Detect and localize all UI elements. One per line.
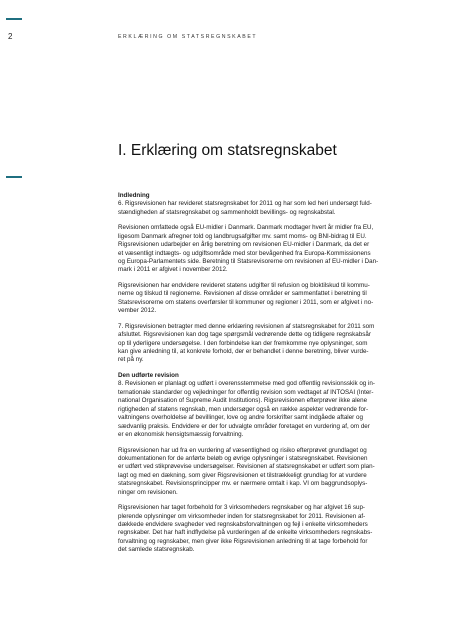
page-number: 2 — [8, 32, 13, 41]
body-content — [118, 192, 418, 562]
text-line: Statsrevisorerne om statens overførsler til kommuner og regioner i 2011, som er afgivet i no- — [118, 298, 374, 306]
text-line: Revisionen omfattede også EU-midler i Danmark. Danmark modtager hvert år midler fra EU, — [118, 224, 374, 232]
running-head: ERKLÆRING OM STATSREGNSKABET — [118, 34, 258, 40]
text-line: dækkede endvidere svagheder ved regnskabsforvaltningen og fejl i enkelte virksomheders — [118, 520, 368, 528]
text-line: Rigsrevisionen udarbejder en årlig beretning om revisionen EU-midler i Danmark, da det er — [118, 241, 370, 249]
text-line: sædvanlig praksis. Endvidere er der for udvalgte områder foretaget en vurdering af, om der — [118, 422, 370, 430]
text-line: op til yderligere undersøgelse. I den forbindelse kan der fremkomme nye oplysninger, som — [118, 339, 368, 347]
text-line: ninger om revisionen. — [118, 488, 178, 496]
text-line: 6. Rigsrevisionen har revideret statsregnskabet for 2011 og har som led heri undersøgt fuld- — [118, 200, 372, 208]
text-line: dokumentationen for de anførte beløb og øvrige oplysninger i statsregnskabet. Revisionen — [118, 454, 368, 462]
text-line: valtningens overholdelse af bevillinger, love og andre forskrifter samt indgåede aftaler og — [118, 414, 363, 422]
text-line: kan give anledning til, at konkrete forhold, der er behandlet i denne beretning, bliver vurde- — [118, 348, 369, 356]
paragraph — [118, 224, 418, 274]
text-line: Rigsrevisionen har ud fra en vurdering af væsentlighed og risiko efterprøvet grundlaget og — [118, 446, 367, 454]
text-line: afsluttet. Rigsrevisionen kan dog tage spørgsmål vedrørende dette og tidligere regnskabsår — [118, 331, 371, 339]
text-line: er udført ved stikprøvevise undersøgelser. Revisionen af statsregnskabet er udført som plan- — [118, 463, 375, 471]
text-line: 8. Revisionen er planlagt og udført i overensstemmelse med god offentlig revisionsskik og in- — [118, 380, 375, 388]
text-line: vember 2012. — [118, 307, 157, 315]
text-line: Rigsrevisionen har endvidere revideret statens udgifter til refusion og bloktilskud til kommu- — [118, 282, 370, 290]
text-line: er en økonomisk hensigtsmæssig forvaltning. — [118, 430, 244, 438]
paragraph — [118, 372, 418, 439]
text-line: det samlede statsregnskab. — [118, 546, 195, 554]
text-line: statsregnskabet. Revisionsprincipper mv. er nærmere omtalt i kap. VI om baggrundsoplys- — [118, 480, 368, 488]
text-line: stændigheden af statsregnskabet og sammenholdt bevillings- og regnskabstal. — [118, 208, 336, 216]
side-accent-rule — [6, 176, 22, 178]
text-line: lagt og med en dækning, som giver Rigsrevisionen et tilstrækkeligt grundlag for at vurdere — [118, 471, 367, 479]
text-line: national Organisation of Supreme Audit Institutions). Rigsrevisionen efterprøver ikke alene — [118, 397, 368, 405]
text-line: mark i 2011 er afgivet i november 2012. — [118, 266, 228, 274]
top-accent-rule — [6, 18, 22, 20]
section-heading: Den udførte revision — [118, 372, 179, 380]
paragraph — [118, 282, 418, 316]
text-line: plerende oplysninger om virksomheder inden for statsregnskabet for 2011. Revisionen af- — [118, 512, 366, 520]
paragraph — [118, 192, 418, 217]
chapter-title: I. Erklæring om statsregnskabet — [118, 142, 337, 159]
text-line: forvaltning og regnskaber, men giver ikke Rigsrevisionen anledning til at tage forbehold for — [118, 537, 368, 545]
text-line: rigtigheden af statens regnskab, men undersøger også en række aspekter vedrørende for- — [118, 405, 369, 413]
text-line: 7. Rigsrevisionen betragter med denne erklæring revisionen af statsregnskabet for 2011 som — [118, 322, 375, 330]
text-line: regnskaber. Det har haft indflydelse på vurderingen af de enkelte virksomheders regnskabs- — [118, 529, 373, 537]
text-line: Rigsrevisionen har taget forbehold for 3 virksomheders regnskaber og har afgivet 16 sup- — [118, 504, 366, 512]
section-heading: Indledning — [118, 192, 150, 199]
text-line: og Europa-Parlamentets side. Beretning til Statsrevisorerne om revisionen af EU-midler i Dan- — [118, 258, 379, 266]
paragraph — [118, 323, 418, 365]
text-line: et væsentligt indtægts- og udgiftsområde med stor bevågenhed fra Europa-Kommissionens — [118, 249, 371, 257]
paragraph — [118, 504, 418, 554]
paragraph — [118, 447, 418, 497]
text-line: ternationale standarder og vejledninger for offentlig revision som vedtaget af INTOSAI (Inter- — [118, 388, 374, 396]
text-line: nerne og tilskud til regionerne. Revisionen af disse områder er sammenfattet i beretning til — [118, 290, 367, 298]
text-line: ligesom Danmark afregner told og landbrugsafgifter mv. samt moms- og BNI-bidrag til EU. — [118, 232, 367, 240]
text-line: ret på ny. — [118, 356, 144, 364]
